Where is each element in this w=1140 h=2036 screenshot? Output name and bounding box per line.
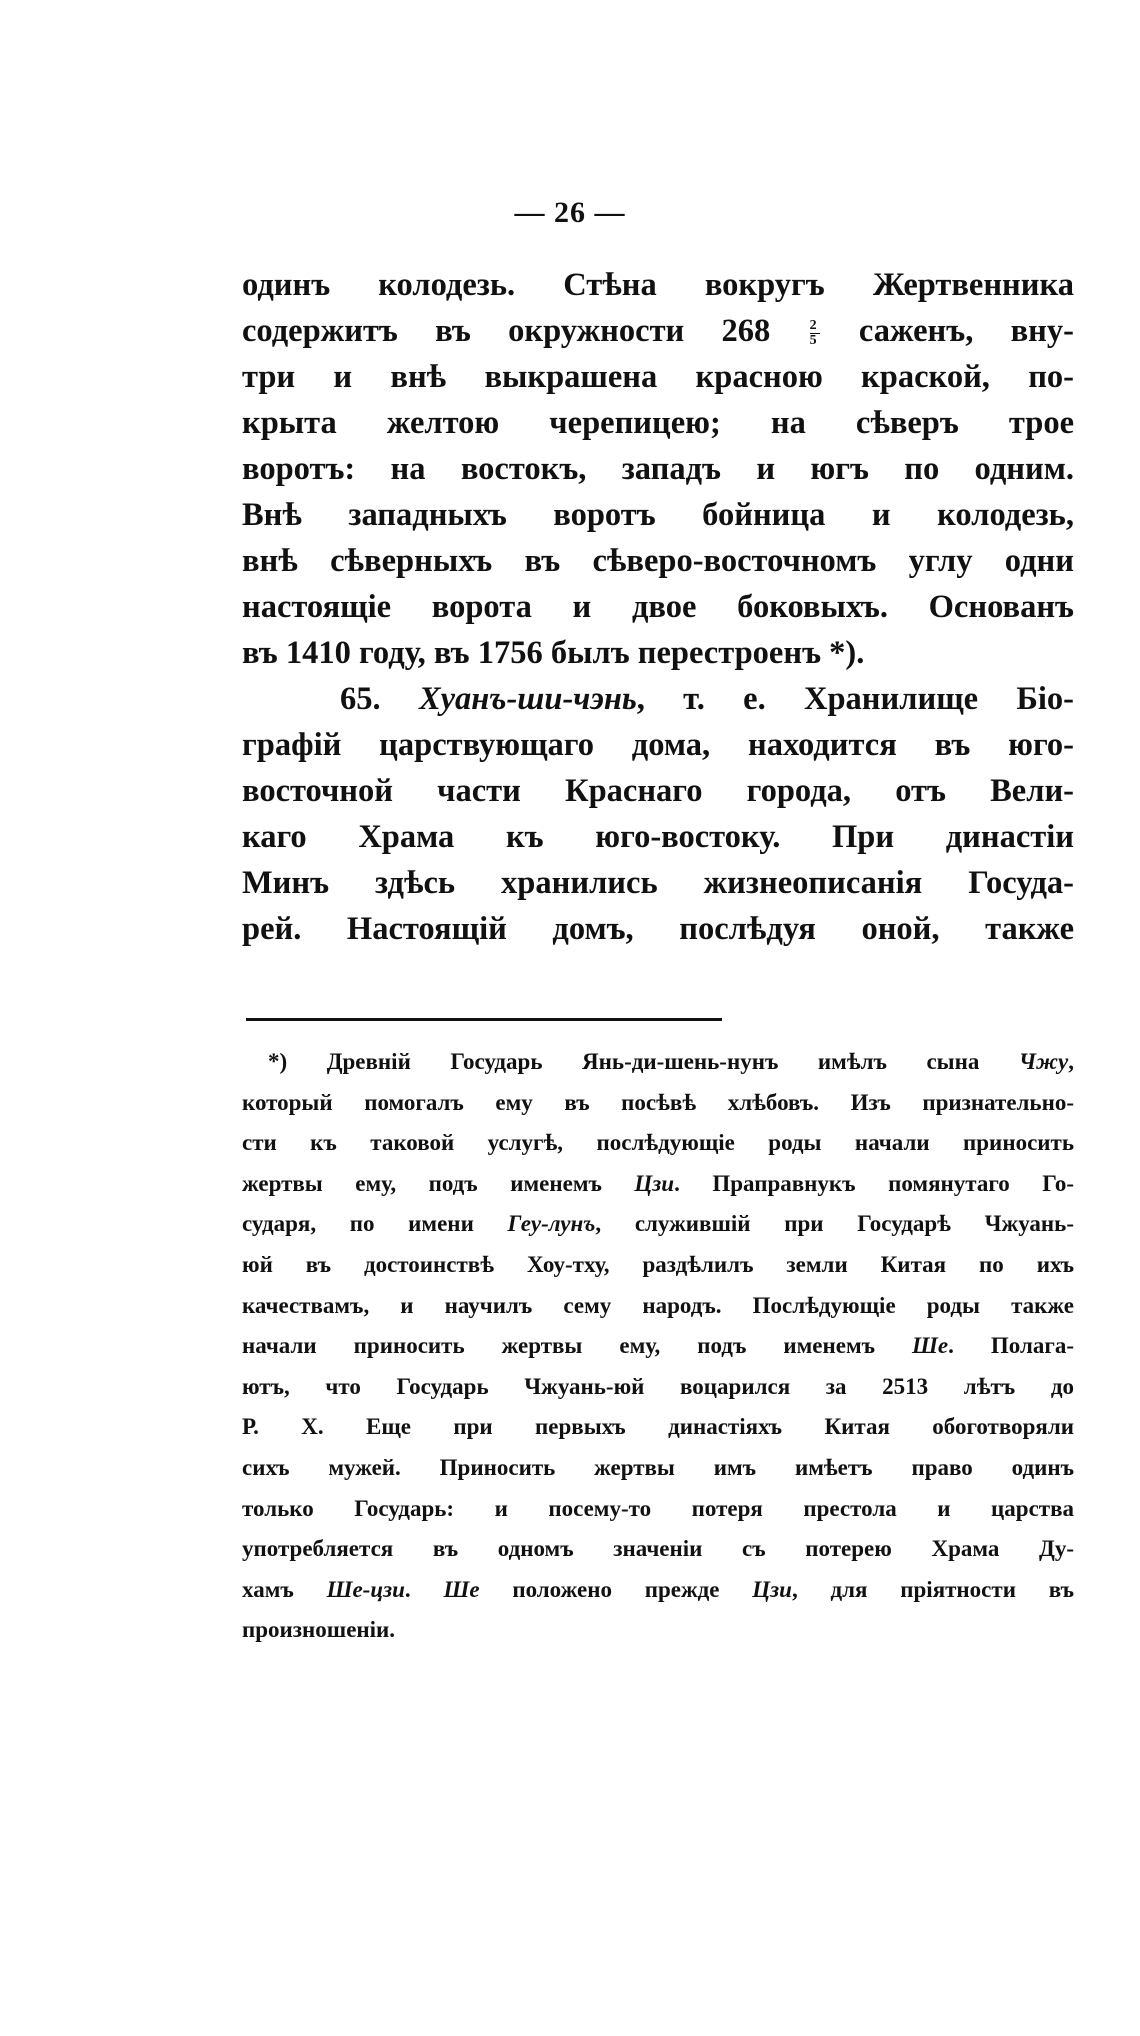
footnote-line: Р. Х. Еще при первыхъ династіяхъ Китая обоготворяли	[242, 1414, 1074, 1440]
text-line: крыта желтою черепицею; на сѣверъ трое	[242, 405, 1074, 441]
footnote-line: *) Древній Государь Янь-ди-шень-нунъ имѣлъ сына Чжу,	[268, 1049, 1074, 1074]
footnote-line: хамъ Ше-цзи. Ше положено прежде Цзи, для пріятности въ	[242, 1576, 1074, 1602]
footnote	[242, 1042, 1074, 1651]
building-name: Хуанъ-ши-чэнь	[418, 681, 637, 717]
footnote-line: который помогалъ ему въ посѣвѣ хлѣбовъ. Изъ признательно-	[242, 1089, 1074, 1115]
text-line: въ 1410 году, въ 1756 былъ перестроенъ *).	[242, 635, 865, 671]
footnote-divider	[246, 1018, 722, 1021]
footnote-line: сти къ таковой услугѣ, послѣдующіе роды начали приносить	[242, 1130, 1074, 1156]
text-line: воротъ: на востокъ, западъ и югъ по одним.	[242, 451, 1074, 487]
page-number: — 26 —	[514, 196, 626, 229]
footnote-line: юй въ достоинствѣ Хоу-тху, раздѣлилъ земли Китая по ихъ	[242, 1251, 1074, 1277]
footnote-line: употребляется въ одномъ значеніи съ потерею Храма Ду-	[242, 1536, 1074, 1562]
text-line: Внѣ западныхъ воротъ бойница и колодезь,	[242, 497, 1074, 533]
footnote-line: сударя, по имени Геу-лунъ, служившій при Государѣ Чжуань-	[242, 1211, 1074, 1237]
fraction	[810, 319, 820, 348]
text-line: рей. Настоящій домъ, послѣдуя оной, также	[242, 911, 1074, 947]
footnote-line: только Государь: и посему-то потеря престола и царства	[242, 1495, 1074, 1521]
text-line: одинъ колодезь. Стѣна вокругъ Жертвенника	[242, 267, 1074, 303]
text-line: каго Храма къ юго-востоку. При династіи	[242, 819, 1074, 855]
text-line: внѣ сѣверныхъ въ сѣверо-восточномъ углу одни	[242, 543, 1074, 579]
text-line: Минъ здѣсь хранились жизнеописанія Госуда-	[242, 865, 1074, 901]
text-line: 65. Хуанъ-ши-чэнь, т. е. Хранилище Біо-	[340, 681, 1074, 717]
footnote-line: жертвы ему, подъ именемъ Цзи. Праправнукъ помянутаго Го-	[242, 1170, 1074, 1196]
main-text	[242, 262, 1074, 952]
footnote-line: ютъ, что Государь Чжуань-юй воцарился за 2513 лѣтъ до	[242, 1373, 1074, 1399]
text-line: восточной части Краснаго города, отъ Вели-	[242, 773, 1074, 809]
fraction-numerator: 2	[809, 318, 817, 334]
text-line: графій царствующаго дома, находится въ юго-	[242, 727, 1074, 763]
text-line: настоящіе ворота и двое боковыхъ. Основанъ	[242, 589, 1074, 625]
footnote-line: начали приносить жертвы ему, подъ именемъ Ше. Полага-	[242, 1333, 1074, 1359]
text-line: три и внѣ выкрашена красною краской, по-	[242, 359, 1074, 395]
fraction-denominator: 5	[809, 333, 817, 349]
text-line: содержитъ въ окружности 268 $\frac{2}{5}$ саженъ, вну-	[242, 313, 1074, 349]
footnote-line: произношеніи.	[242, 1617, 396, 1643]
item-number: 65.	[340, 681, 381, 717]
footnote-line: сихъ мужей. Приносить жертвы имъ имѣетъ право одинъ	[242, 1454, 1074, 1480]
footnote-line: качествамъ, и научилъ сему народъ. Послѣдующіе роды также	[242, 1292, 1074, 1318]
